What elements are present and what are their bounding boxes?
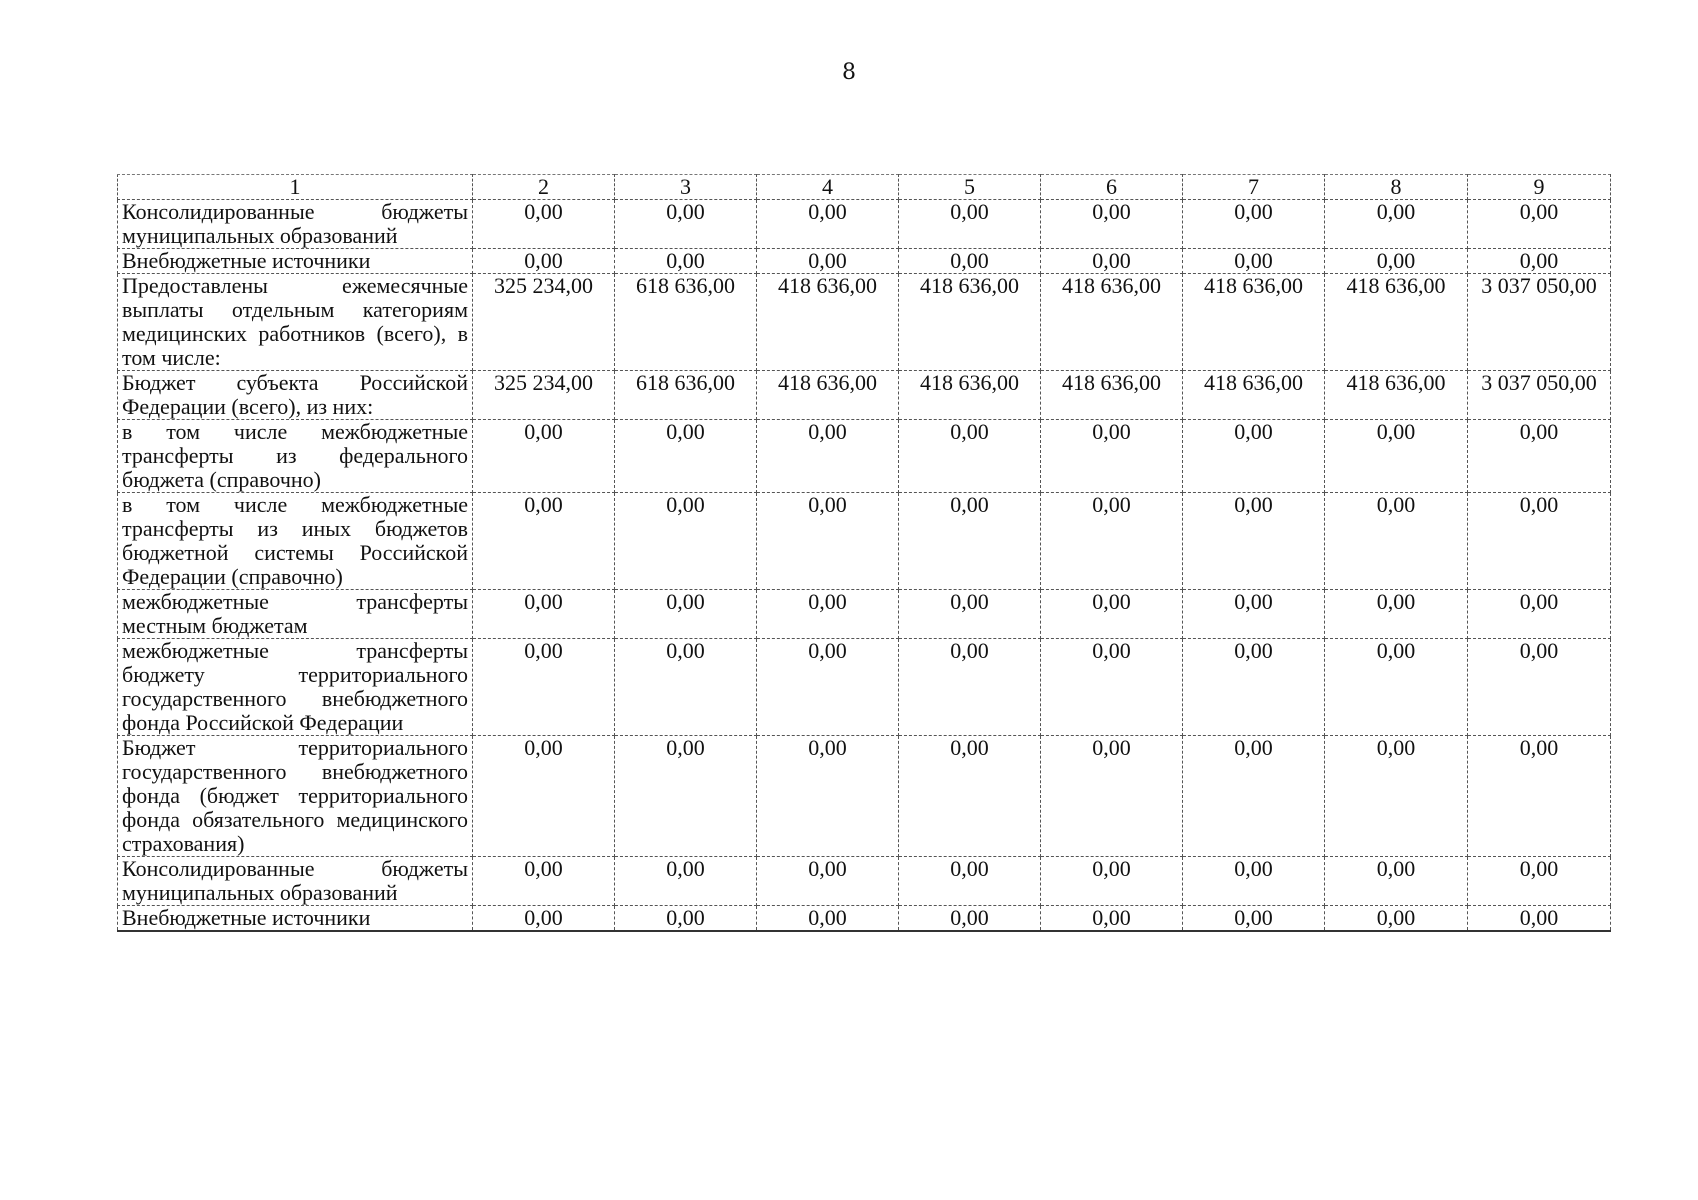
value-cell: 418 636,00 <box>899 371 1041 420</box>
value-cell: 0,00 <box>757 639 899 736</box>
value-cell: 0,00 <box>899 639 1041 736</box>
row-label: Внебюджетные источники <box>118 249 473 274</box>
row-label: Внебюджетные источники <box>118 906 473 932</box>
header-cell: 9 <box>1468 175 1611 200</box>
value-cell: 0,00 <box>1468 906 1611 932</box>
header-cell: 1 <box>118 175 473 200</box>
table-row <box>118 249 1611 274</box>
value-cell: 418 636,00 <box>1325 371 1468 420</box>
value-cell: 0,00 <box>1041 906 1183 932</box>
value-cell: 0,00 <box>899 906 1041 932</box>
header-cell: 6 <box>1041 175 1183 200</box>
value-cell: 0,00 <box>1325 200 1468 249</box>
page-number: 8 <box>842 60 856 85</box>
table-row <box>118 736 1611 857</box>
row-label: в том числе межбюджетные трансферты из иных бюджетов бюджетной системы Российской Федерации (справочно) <box>118 493 473 590</box>
value-cell: 0,00 <box>1468 493 1611 590</box>
value-cell: 618 636,00 <box>615 371 757 420</box>
value-cell: 3 037 050,00 <box>1468 371 1611 420</box>
value-cell: 0,00 <box>473 736 615 857</box>
table-row <box>118 274 1611 371</box>
row-label: межбюджетные трансферты бюджету территориального государственного внебюджетного фонда Российской Федерации <box>118 639 473 736</box>
value-cell: 0,00 <box>1183 736 1325 857</box>
table-row <box>118 420 1611 493</box>
value-cell: 0,00 <box>473 906 615 932</box>
value-cell: 0,00 <box>473 590 615 639</box>
value-cell: 0,00 <box>615 420 757 493</box>
value-cell: 0,00 <box>899 420 1041 493</box>
value-cell: 0,00 <box>615 736 757 857</box>
value-cell: 0,00 <box>1325 906 1468 932</box>
header-cell: 2 <box>473 175 615 200</box>
value-cell: 0,00 <box>1183 639 1325 736</box>
value-cell: 0,00 <box>899 857 1041 906</box>
value-cell: 0,00 <box>1041 857 1183 906</box>
value-cell: 0,00 <box>757 200 899 249</box>
value-cell: 325 234,00 <box>473 274 615 371</box>
value-cell: 618 636,00 <box>615 274 757 371</box>
value-cell: 418 636,00 <box>1183 274 1325 371</box>
value-cell: 0,00 <box>473 200 615 249</box>
value-cell: 0,00 <box>1325 639 1468 736</box>
header-cell: 4 <box>757 175 899 200</box>
value-cell: 0,00 <box>1183 249 1325 274</box>
value-cell: 0,00 <box>1041 249 1183 274</box>
table-row <box>118 906 1611 932</box>
table-row <box>118 493 1611 590</box>
value-cell: 0,00 <box>1468 420 1611 493</box>
value-cell: 0,00 <box>757 857 899 906</box>
value-cell: 418 636,00 <box>1041 274 1183 371</box>
value-cell: 0,00 <box>1325 857 1468 906</box>
value-cell: 0,00 <box>1041 200 1183 249</box>
value-cell: 0,00 <box>1041 493 1183 590</box>
row-label: Предоставлены ежемесячные выплаты отдельным категориям медицинских работников (всего), в том числе: <box>118 274 473 371</box>
value-cell: 0,00 <box>615 200 757 249</box>
value-cell: 0,00 <box>1468 249 1611 274</box>
value-cell: 0,00 <box>1468 590 1611 639</box>
header-cell: 5 <box>899 175 1041 200</box>
value-cell: 0,00 <box>473 639 615 736</box>
value-cell: 0,00 <box>615 493 757 590</box>
value-cell: 0,00 <box>1468 639 1611 736</box>
value-cell: 0,00 <box>757 906 899 932</box>
row-label: Бюджет субъекта Российской Федерации (всего), из них: <box>118 371 473 420</box>
value-cell: 0,00 <box>1325 249 1468 274</box>
value-cell: 0,00 <box>615 857 757 906</box>
value-cell: 418 636,00 <box>757 274 899 371</box>
value-cell: 0,00 <box>1041 639 1183 736</box>
value-cell: 0,00 <box>615 249 757 274</box>
value-cell: 0,00 <box>1041 590 1183 639</box>
value-cell: 0,00 <box>899 590 1041 639</box>
value-cell: 0,00 <box>1183 493 1325 590</box>
row-label: межбюджетные трансферты местным бюджетам <box>118 590 473 639</box>
value-cell: 3 037 050,00 <box>1468 274 1611 371</box>
value-cell: 418 636,00 <box>1325 274 1468 371</box>
value-cell: 0,00 <box>899 249 1041 274</box>
value-cell: 0,00 <box>1183 857 1325 906</box>
value-cell: 0,00 <box>899 736 1041 857</box>
header-cell: 7 <box>1183 175 1325 200</box>
value-cell: 0,00 <box>1183 906 1325 932</box>
header-cell: 8 <box>1325 175 1468 200</box>
value-cell: 0,00 <box>615 590 757 639</box>
table-row <box>118 857 1611 906</box>
value-cell: 325 234,00 <box>473 371 615 420</box>
value-cell: 418 636,00 <box>1041 371 1183 420</box>
value-cell: 0,00 <box>1325 590 1468 639</box>
value-cell: 0,00 <box>1325 493 1468 590</box>
value-cell: 0,00 <box>1041 420 1183 493</box>
value-cell: 0,00 <box>473 857 615 906</box>
value-cell: 0,00 <box>1468 200 1611 249</box>
value-cell: 0,00 <box>615 906 757 932</box>
value-cell: 0,00 <box>1183 590 1325 639</box>
value-cell: 0,00 <box>1325 736 1468 857</box>
table-row <box>118 590 1611 639</box>
value-cell: 0,00 <box>1183 200 1325 249</box>
value-cell: 0,00 <box>899 200 1041 249</box>
table-row <box>118 371 1611 420</box>
table-row <box>118 639 1611 736</box>
value-cell: 0,00 <box>757 249 899 274</box>
value-cell: 0,00 <box>757 736 899 857</box>
budget-table <box>117 174 1611 932</box>
value-cell: 0,00 <box>1041 736 1183 857</box>
value-cell: 0,00 <box>473 493 615 590</box>
value-cell: 0,00 <box>1468 857 1611 906</box>
table-body <box>118 175 1611 932</box>
value-cell: 418 636,00 <box>757 371 899 420</box>
row-label: Бюджет территориального государственного внебюджетного фонда (бюджет территориального фонда обязательного медицинского страхования) <box>118 736 473 857</box>
row-label: в том числе межбюджетные трансферты из федерального бюджета (справочно) <box>118 420 473 493</box>
value-cell: 418 636,00 <box>899 274 1041 371</box>
header-cell: 3 <box>615 175 757 200</box>
value-cell: 0,00 <box>473 249 615 274</box>
value-cell: 0,00 <box>1325 420 1468 493</box>
value-cell: 0,00 <box>1183 420 1325 493</box>
value-cell: 0,00 <box>899 493 1041 590</box>
table-row <box>118 200 1611 249</box>
value-cell: 0,00 <box>1468 736 1611 857</box>
row-label: Консолидированные бюджеты муниципальных образований <box>118 200 473 249</box>
value-cell: 418 636,00 <box>1183 371 1325 420</box>
value-cell: 0,00 <box>615 639 757 736</box>
value-cell: 0,00 <box>757 590 899 639</box>
value-cell: 0,00 <box>757 420 899 493</box>
value-cell: 0,00 <box>757 493 899 590</box>
value-cell: 0,00 <box>473 420 615 493</box>
table-header-row <box>118 175 1611 200</box>
row-label: Консолидированные бюджеты муниципальных образований <box>118 857 473 906</box>
